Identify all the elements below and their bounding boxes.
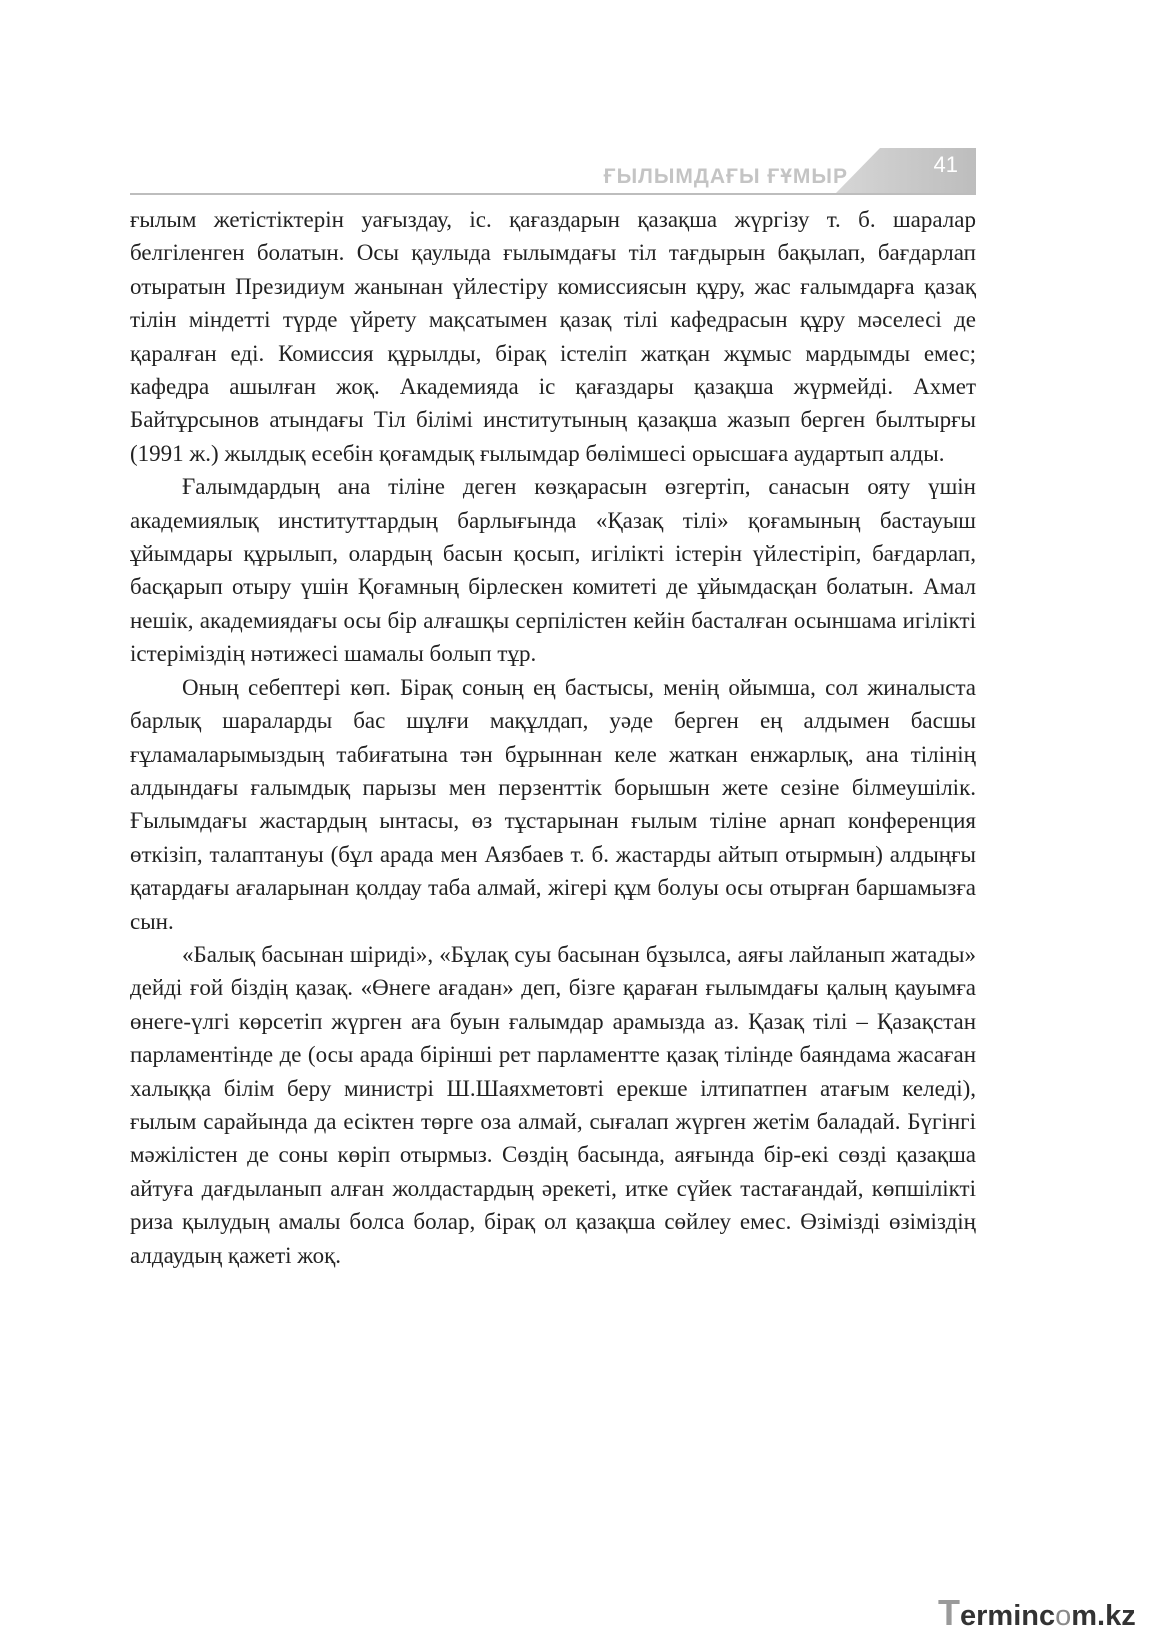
paragraph-3: Оның себептері көп. Бірақ соның ең бастысы, менің ойымша, сол жиналыста барлық шараларды бас шұлғи мақұлдап, уәде берген ең алдымен басшы ғұламаларымыздың табиғатына тән бұрыннан келе жаткан енжарлық, ана тілінің алдындағы ғалымдық парызы мен перзенттік борышын жете сезіне білмеушілік. Ғылымдағы жастардың ынтасы, өз тұстарынан ғылым тіліне арнап конференция өткізіп, талаптануы (бұл арада мен Аязбаев т. б. жастарды айтып отырмын) алдыңғы қатардағы ағаларынан қолдау таба алмай, жігері құм болуы осы отырған баршамызға сын. xyxy=(130,674,976,934)
running-header-title: ҒЫЛЫМДАҒЫ ҒҰМЫР xyxy=(603,165,848,188)
paragraph-4: «Балық басынан шіриді», «Бұлақ суы басынан бұзылса, аяғы лайланып жатады» дейді ғой біздің қазақ. «Өнеге ағадан» деп, бізге қараған ғылымдағы қалың қауымға өнеге-үлгі көрсетіп жүрген аға буын ғалымдар арамызда аз. Қазақ тілі – Қазақстан парламентінде де (осы арада бірінші рет парламентте қазақ тілінде баяндама жасаған халыққа білім беру министрі Ш.Шаяхметовті ерекше ілтипатпен атағым келеді), ғылым сарайында да есіктен төрге оза алмай, сығалап жүрген жетім баладай. Бүгінгі мәжілістен де соны көріп отырмыз. Сөздің басында, аяғында бір-екі сөзді қазақша айтуға дағдыланып алған жолдастардың әрекеті, итке сүйек тастағандай, көпшілікті риза қылудың амалы болса болар, бірақ ол қазақша сөйлеу емес. Өзімізді өзіміздің алдаудың қажеті жоқ. xyxy=(130,941,976,1268)
paragraph-1: ғылым жетістіктерін уағыздау, іс. қағаздарын қазақша жүргізу т. б. шаралар белгіленген болатын. Осы қаулыда ғылымдағы тіл тағдырын бақылап, бағдарлап отыратын Президиум жанынан үйлестіру комиссиясын құру, жас ғалымдарға қазақ тілін міндетті түрде үйрету мақсатымен қазақ тілі кафедрасын құру мәселесі де қаралған еді. Комиссия құрылды, бірақ істеліп жатқан жұмыс мардымды емес; кафедра ашылған жоқ. Академияда іс қағаздары қазақша жүрмейді. Ахмет Байтұрсынов атындағы Тіл білімі институтының қазақша жазып берген былтырғы (1991 ж.) жылдық есебін қоғамдық ғылымдар бөлімшесі орысшаға аудартып алды. xyxy=(130,207,976,466)
body-text xyxy=(130,203,976,1272)
watermark-part-2: m.kz xyxy=(1071,1600,1136,1632)
watermark-logo xyxy=(938,1592,1150,1632)
watermark-letter-t: T xyxy=(938,1592,960,1633)
running-header xyxy=(130,148,976,198)
header-rule xyxy=(130,193,976,195)
paragraph-2: Ғалымдардың ана тіліне деген көзқарасын өзгертіп, санасын ояту үшін академиялық институттардың барлығында «Қазақ тілі» қоғамының бастауыш ұйымдары құрылып, олардың басын қосып, игілікті істерін үйлестіріп, бағдарлап, басқарып отыру үшін Қоғамның бірлескен комитеті де ұйымдасқан болатын. Амал нешік, академиядағы осы бір алғашқы серпілістен кейін басталған осыншама игілікті істеріміздің нәтижесі шамалы болып тұр. xyxy=(130,474,976,667)
watermark-part-1: erminc xyxy=(960,1600,1056,1632)
page-number-tab xyxy=(836,148,976,193)
page-number: 41 xyxy=(933,152,958,177)
watermark-letter-o: o xyxy=(1055,1600,1072,1632)
